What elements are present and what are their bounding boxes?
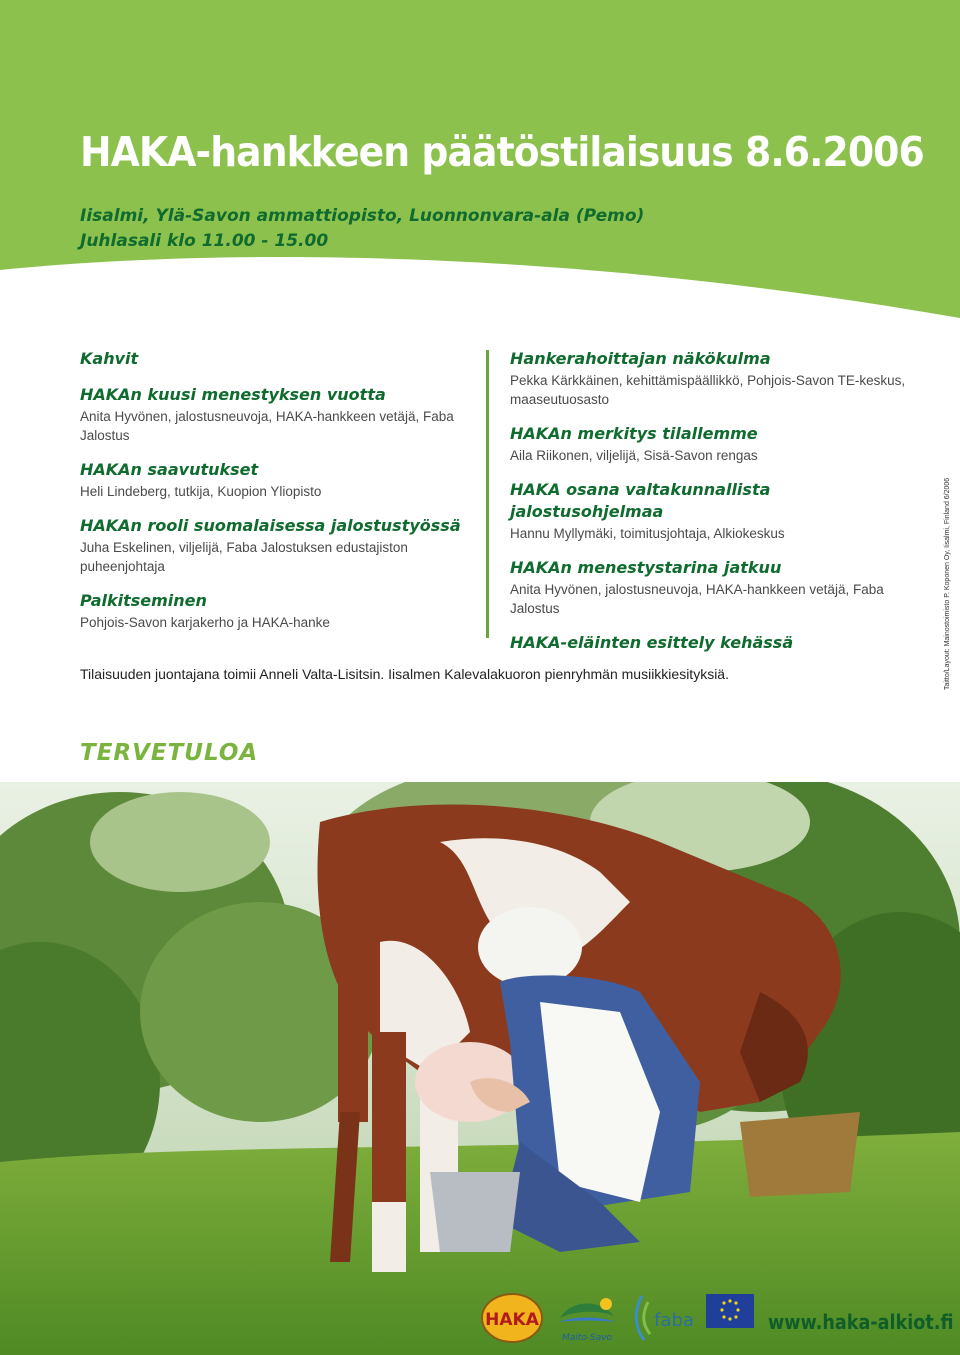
program-right-column: [510, 348, 910, 668]
program-item: [80, 590, 470, 632]
event-location: Iisalmi, Ylä-Savon ammattiopisto, Luonnonvara-ala (Pemo): [80, 206, 645, 226]
program-item: [510, 632, 910, 654]
welcome-heading: TERVETULOA: [80, 740, 259, 766]
program-item: [510, 348, 910, 409]
program-item: [510, 557, 910, 618]
faba-logo-text: faba: [654, 1310, 694, 1331]
header-band: [0, 0, 960, 330]
program-item: [80, 384, 470, 445]
layout-credit: Taitto/Layout: Mainostoimisto P. Koponen Oy, Iisalmi, Finland 6/2006: [944, 477, 951, 690]
basket: [740, 1112, 860, 1197]
program-item: [510, 479, 910, 543]
program-item-speaker: Pekka Kärkkäinen, kehittämispäällikkö, Pohjois-Savon TE-keskus, maaseutuosasto: [510, 373, 906, 407]
event-time: Juhlasali klo 11.00 - 15.00: [80, 231, 329, 251]
program-item-title: HAKAn saavutukset: [80, 460, 259, 479]
program-item-title: Kahvit: [80, 349, 139, 368]
program-item-title: Hankerahoittajan näkökulma: [510, 349, 771, 368]
program-left-column: [80, 348, 470, 646]
maito-savo-logo-text: Maito-Savo: [561, 1333, 613, 1343]
page-title: HAKA-hankkeen päätöstilaisuus 8.6.2006: [80, 128, 924, 176]
program-item-speaker: Hannu Myllymäki, toimitusjohtaja, Alkiokeskus: [510, 526, 785, 541]
cow-milking-photo: [0, 782, 960, 1355]
host-note: Tilaisuuden juontajana toimii Anneli Valta-Lisitsin. Iisalmen Kalevalakuoron pienryhmän musiikkiesityksiä.: [80, 666, 729, 682]
program-item-title: HAKAn merkitys tilallemme: [510, 424, 758, 443]
program-item-title: HAKAn kuusi menestyksen vuotta: [80, 385, 386, 404]
program-item-speaker: Pohjois-Savon karjakerho ja HAKA-hanke: [80, 615, 330, 630]
program-item: [80, 515, 470, 576]
column-divider: [486, 350, 489, 638]
program-item-speaker: Aila Riikonen, viljelijä, Sisä-Savon rengas: [510, 448, 758, 463]
program-item-title: HAKAn menestystarina jatkuu: [510, 558, 782, 577]
eu-flag-logo: [706, 1290, 754, 1330]
maito-savo-logo: [552, 1290, 622, 1345]
program-item-title: HAKA-eläinten esittely kehässä: [510, 633, 794, 652]
program-item-title: HAKAn rooli suomalaisessa jalostustyössä: [80, 516, 461, 535]
program-item-title: Palkitseminen: [80, 591, 207, 610]
milk-bucket: [430, 1172, 520, 1252]
program-item-speaker: Heli Lindeberg, tutkija, Kuopion Yliopisto: [80, 484, 322, 499]
program-item: [510, 423, 910, 465]
program-item-title: HAKA osana valtakunnallista jalostusohjelmaa: [510, 480, 771, 521]
haka-logo-text: HAKA: [485, 1310, 539, 1330]
haka-logo: [480, 1290, 544, 1345]
program-item-speaker: Juha Eskelinen, viljelijä, Faba Jalostuksen edustajiston puheenjohtaja: [80, 540, 408, 574]
website-link[interactable]: www.haka-alkiot.fi: [768, 1310, 954, 1334]
faba-logo: [628, 1290, 698, 1345]
program-item: [80, 348, 470, 370]
program-item: [80, 459, 470, 501]
program-item-speaker: Anita Hyvönen, jalostusneuvoja, HAKA-hankkeen vetäjä, Faba Jalostus: [80, 409, 454, 443]
program-item-speaker: Anita Hyvönen, jalostusneuvoja, HAKA-hankkeen vetäjä, Faba Jalostus: [510, 582, 884, 616]
